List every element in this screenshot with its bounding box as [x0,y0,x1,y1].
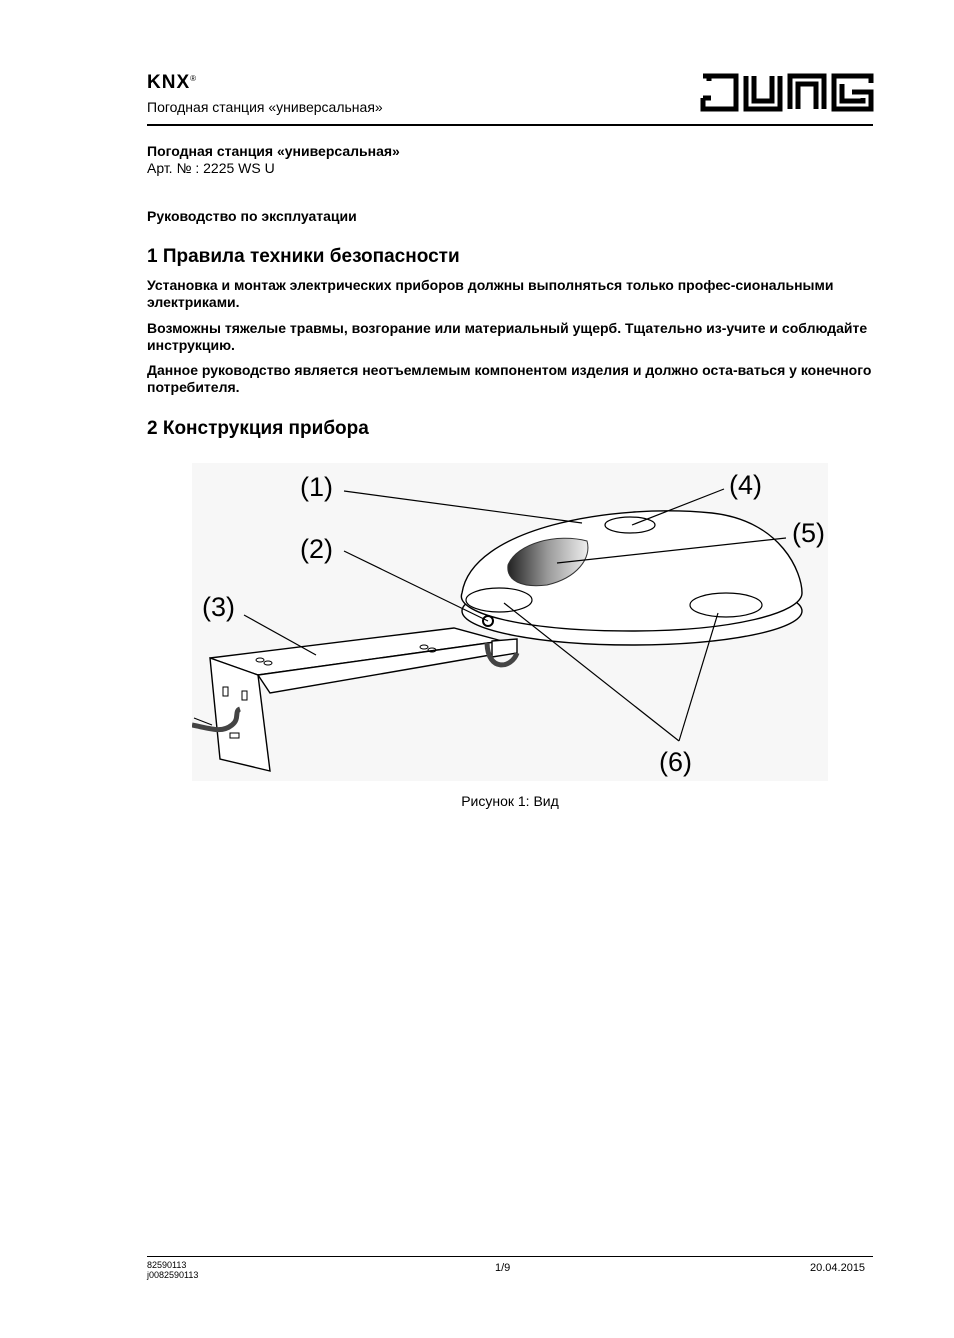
footer-divider [147,1256,873,1257]
document-title: Погодная станция «универсальная» [147,143,400,159]
figure-caption: Рисунок 1: Вид [461,793,559,809]
footer-date: 20.04.2015 [810,1262,866,1274]
callout-3: (3) [202,592,235,622]
callout-1: (1) [300,472,333,502]
header-subtitle: Погодная станция «универсальная» [147,99,383,115]
header-divider [147,124,873,126]
manual-label: Руководство по эксплуатации [147,208,357,224]
footer-document-number: 82590113 [147,1260,187,1270]
jung-logo [700,70,874,115]
callout-2: (2) [300,534,333,564]
section-heading-design: 2 Конструкция прибора [147,418,369,439]
callout-6: (6) [659,747,692,777]
footer-document-code: j0082590113 [147,1270,199,1280]
article-number: Арт. № : 2225 WS U [147,160,275,176]
safety-paragraph: Возможны тяжелые травмы, возгорание или материальный ущерб. Тщательно из-учите и соблюдайте инструкцию. [147,320,868,353]
knx-logo: KNX® [147,72,198,93]
safety-paragraph: Данное руководство является неотъемлемым компонентом изделия и должно оста-ваться у конечного потребителя. [147,362,872,395]
page-number: 1/9 [495,1262,511,1274]
callout-4: (4) [729,470,762,500]
section-heading-safety: 1 Правила техники безопасности [147,246,460,267]
callout-5: (5) [792,518,825,548]
device-figure [192,463,828,781]
safety-paragraph: Установка и монтаж электрических приборов должны выполняться только профес-сиональными электриками. [147,277,834,310]
